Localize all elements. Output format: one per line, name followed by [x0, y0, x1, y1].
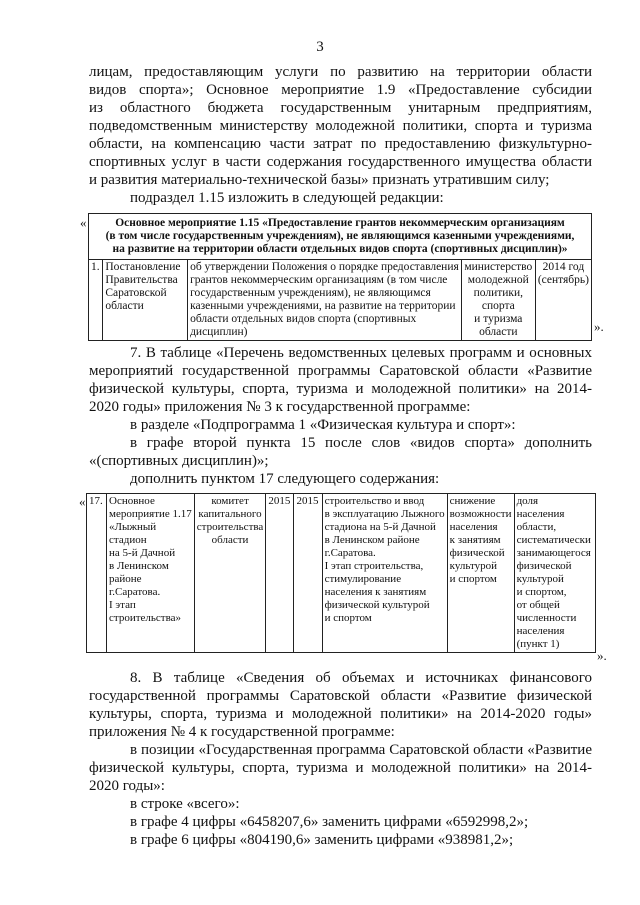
text-line: 2020 годы»: — [89, 778, 165, 794]
paragraph-1 — [89, 63, 592, 189]
cell-line: Саратовской — [105, 287, 167, 299]
cell-line: министерство — [464, 261, 533, 273]
cell-line: доля — [516, 495, 539, 507]
header-line: на развитие на территории области отдельных видов спорта (спортивных дисциплин)» — [112, 243, 568, 255]
text-line: 7. В таблице «Перечень ведомственных целевых программ и основных — [130, 345, 592, 361]
cell-line: I этап — [109, 599, 136, 611]
cell-line: дисциплин) — [190, 326, 248, 338]
cell-line: Постановление — [105, 261, 181, 273]
text-line: физической культуры, спорта, туризма и молодежной политики» на 2014- — [89, 760, 592, 776]
cell-line: области — [105, 300, 144, 312]
text-line: «(спортивных дисциплин)»; — [89, 453, 269, 469]
paragraph-6: дополнить пунктом 17 следующего содержания: — [130, 471, 440, 487]
text-line: видов спорта»; Основное мероприятие 1.9 «Предоставление субсидии — [89, 82, 592, 98]
text-line: лицам, предоставляющим услуги по развитию на территории области — [89, 64, 592, 80]
cell-line: занимающегося — [516, 547, 591, 559]
text-line: спортивных услуг в части содержания государственного имущества области — [89, 154, 592, 170]
cell-line: на 5-й Дачной — [109, 547, 176, 559]
cell-line: и туризма — [474, 313, 523, 325]
cell-line: комитет — [211, 495, 249, 507]
cell-line: г.Саратова. — [109, 586, 161, 598]
expected-result-cell — [322, 494, 447, 653]
text-line: в позиции «Государственная программа Саратовской области «Развитие — [130, 742, 592, 758]
paragraph-4: в разделе «Подпрограмма 1 «Физическая культура и спорт»: — [130, 417, 516, 433]
end-year-cell: 2015 — [294, 494, 322, 653]
cell-line: Правительства — [105, 274, 178, 286]
cell-line: области — [479, 326, 518, 338]
cell-line: области, — [516, 521, 557, 533]
cell-line: населения к занятиям — [324, 586, 427, 598]
cell-line: (сентябрь) — [537, 274, 589, 286]
text-line: культуры, спорта, туризма и молодежной политики» на 2014-2020 годы» — [89, 706, 592, 722]
cell-line: населения — [516, 625, 565, 637]
text-line: государственной программы Саратовской области «Развитие физической — [89, 688, 592, 704]
text-line: 2020 годы» приложения № 3 к государственной программе: — [89, 399, 471, 415]
cell-line: г.Саратова. — [324, 547, 376, 559]
consequences-cell — [447, 494, 514, 653]
text-line: приложения № 4 к государственной программе: — [89, 724, 395, 740]
cell-line: стадион — [109, 534, 147, 546]
header-line: (в том числе государственным учреждениям), не являющимся казенными учреждениями, — [105, 230, 575, 242]
cell-line: от общей — [516, 599, 560, 611]
cell-line: 2014 год — [542, 261, 585, 273]
measures-table — [88, 213, 592, 341]
text-line: физической культуры, спорта, туризма и молодежной политики» на 2014- — [89, 381, 592, 397]
paragraph-3 — [89, 344, 592, 416]
cell-line: Основное — [109, 495, 155, 507]
paragraph-9: в строке «всего»: — [130, 796, 240, 812]
deadline-cell — [535, 260, 591, 341]
cell-line: стадиона на 5-й Дачной — [324, 521, 436, 533]
cell-line: численности — [516, 612, 577, 624]
cell-line: и спортом, — [516, 586, 567, 598]
cell-line: физической — [449, 547, 505, 559]
table-row — [87, 494, 596, 653]
start-year-cell: 2015 — [266, 494, 294, 653]
paragraph-11: в графе 6 цифры «804190,6» заменить цифрами «938981,2»; — [130, 832, 514, 848]
cell-line: казенными учреждениями, на развитие на территории — [190, 300, 456, 312]
cell-line: области отдельных видов спорта (спортивных — [190, 313, 417, 325]
cell-line: строительство и ввод — [324, 495, 425, 507]
cell-line: и спортом — [449, 573, 497, 585]
paragraph-8 — [89, 741, 592, 795]
cell-line: (пункт 1) — [516, 638, 560, 650]
cell-line: населения — [449, 521, 498, 533]
cell-line: государственным учреждениям), не являющимся — [190, 287, 431, 299]
cell-line: в Ленинском районе — [324, 534, 420, 546]
cell-line: и спортом — [324, 612, 372, 624]
header-line: Основное мероприятие 1.15 «Предоставление грантов некоммерческим организациям — [115, 217, 565, 229]
text-line: области, на компенсацию части затрат по предоставлению физкультурно- — [89, 136, 592, 152]
cell-line: населения — [516, 508, 565, 520]
table2-open-quote: « — [79, 494, 86, 509]
row-number: 17. — [87, 494, 107, 653]
cell-line: районе — [109, 573, 142, 585]
cell-line: снижение — [449, 495, 496, 507]
page-number: 3 — [316, 39, 324, 55]
cell-line: I этап строительства, — [324, 560, 424, 572]
paragraph-7 — [89, 669, 592, 741]
paragraph-5 — [89, 434, 592, 470]
cell-line: области — [211, 534, 249, 546]
cell-line: стимулирование — [324, 573, 402, 585]
text-line: 8. В таблице «Сведения об объемах и источниках финансового — [130, 670, 592, 686]
text-line: подведомственным министерству молодежной политики, спорта и туризма — [89, 118, 592, 134]
cell-line: возможности — [449, 508, 512, 520]
table-header — [89, 214, 592, 260]
table2-close-quote: ». — [597, 648, 607, 663]
paragraph-2: подраздел 1.15 изложить в следующей редакции: — [130, 190, 444, 206]
text-line: и развития материально-технической базы» признать утратившим силу; — [89, 172, 550, 188]
text-line: из областного бюджета государственным унитарным предприятиям, — [89, 100, 592, 116]
cell-line: строительства — [196, 521, 264, 533]
paragraph-10: в графе 4 цифры «6458207,6» заменить цифрами «6592998,2»; — [130, 814, 529, 830]
cell-line: молодежной — [467, 274, 529, 286]
cell-line: грантов некоммерческим организациям (в том числе — [190, 274, 448, 286]
table1-close-quote: ». — [594, 319, 604, 334]
cell-line: культурой — [449, 560, 497, 572]
document-type-cell — [103, 260, 188, 341]
cell-line: спорта — [481, 300, 515, 312]
cell-line: в Ленинском — [109, 560, 169, 572]
cell-line: к занятиям — [449, 534, 501, 546]
table-row — [89, 260, 592, 341]
cell-line: об утверждении Положения о порядке предоставления — [190, 261, 459, 273]
cell-line: политики, — [473, 287, 524, 299]
cell-line: в эксплуатацию Лыжного — [324, 508, 445, 520]
cell-line: «Лыжный — [109, 521, 157, 533]
measure-name-cell — [107, 494, 195, 653]
cell-line: мероприятие 1.17 — [109, 508, 192, 520]
responsible-cell — [461, 260, 535, 341]
cell-line: строительства» — [109, 612, 182, 624]
executor-cell — [194, 494, 266, 653]
table1-open-quote: « — [80, 215, 87, 230]
text-line: в графе второй пункта 15 после слов «видов спорта» дополнить — [130, 435, 592, 451]
cell-line: систематически — [516, 534, 591, 546]
row-number: 1. — [89, 260, 103, 341]
cell-line: физической — [516, 560, 572, 572]
cell-line: капитального — [198, 508, 262, 520]
cell-line: культурой — [516, 573, 564, 585]
text-line: мероприятий государственной программы Саратовской области «Развитие — [89, 363, 592, 379]
programs-table — [86, 493, 596, 653]
cell-line: физической культурой — [324, 599, 430, 611]
document-title-cell — [188, 260, 462, 341]
indicator-link-cell — [514, 494, 595, 653]
